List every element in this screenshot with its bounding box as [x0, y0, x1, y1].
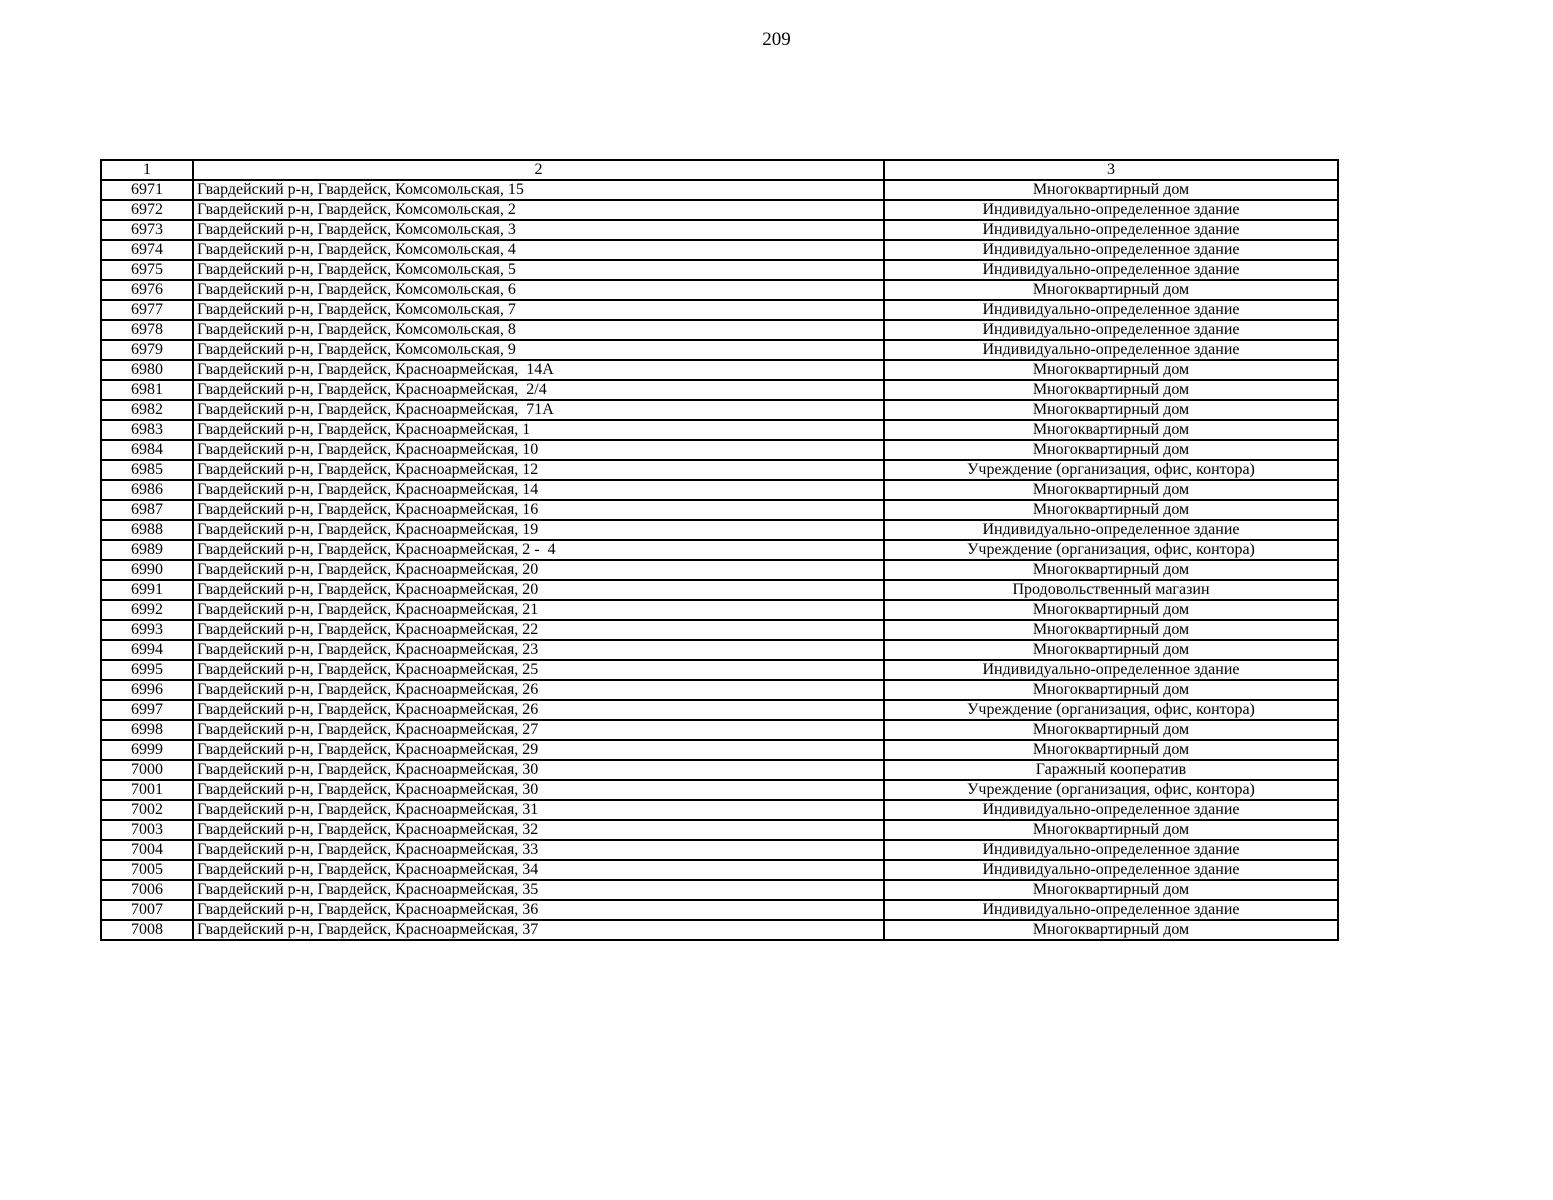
row-object-type: Индивидуально-определенное здание — [884, 900, 1338, 920]
table-row — [101, 360, 1338, 380]
table-row — [101, 580, 1338, 600]
row-number: 6990 — [101, 560, 193, 580]
row-address: Гвардейский р-н, Гвардейск, Красноармейская, 20 — [193, 580, 884, 600]
row-address: Гвардейский р-н, Гвардейск, Комсомольская, 4 — [193, 240, 884, 260]
row-object-type: Индивидуально-определенное здание — [884, 860, 1338, 880]
row-object-type: Учреждение (организация, офис, контора) — [884, 700, 1338, 720]
row-address: Гвардейский р-н, Гвардейск, Комсомольская, 9 — [193, 340, 884, 360]
row-number: 6989 — [101, 540, 193, 560]
row-number: 6995 — [101, 660, 193, 680]
table-row — [101, 900, 1338, 920]
table-row — [101, 460, 1338, 480]
row-object-type: Индивидуально-определенное здание — [884, 260, 1338, 280]
row-address: Гвардейский р-н, Гвардейск, Красноармейская, 10 — [193, 440, 884, 460]
row-number: 6975 — [101, 260, 193, 280]
row-number: 6984 — [101, 440, 193, 460]
row-object-type: Индивидуально-определенное здание — [884, 200, 1338, 220]
row-number: 6994 — [101, 640, 193, 660]
table-row — [101, 220, 1338, 240]
table-row — [101, 340, 1338, 360]
row-number: 7007 — [101, 900, 193, 920]
row-number: 6998 — [101, 720, 193, 740]
row-object-type: Многоквартирный дом — [884, 620, 1338, 640]
row-number: 6997 — [101, 700, 193, 720]
row-address: Гвардейский р-н, Гвардейск, Комсомольская, 2 — [193, 200, 884, 220]
row-object-type: Многоквартирный дом — [884, 920, 1338, 940]
row-object-type: Гаражный кооператив — [884, 760, 1338, 780]
table-row — [101, 720, 1338, 740]
row-object-type: Индивидуально-определенное здание — [884, 520, 1338, 540]
row-object-type: Индивидуально-определенное здание — [884, 840, 1338, 860]
table-row — [101, 740, 1338, 760]
row-object-type: Многоквартирный дом — [884, 280, 1338, 300]
row-object-type: Многоквартирный дом — [884, 680, 1338, 700]
row-address: Гвардейский р-н, Гвардейск, Комсомольская, 15 — [193, 180, 884, 200]
table-row — [101, 880, 1338, 900]
row-object-type: Многоквартирный дом — [884, 360, 1338, 380]
row-number: 6987 — [101, 500, 193, 520]
row-number: 6974 — [101, 240, 193, 260]
row-address: Гвардейский р-н, Гвардейск, Комсомольская, 3 — [193, 220, 884, 240]
table-row — [101, 400, 1338, 420]
row-address: Гвардейский р-н, Гвардейск, Красноармейская, 22 — [193, 620, 884, 640]
row-number: 6977 — [101, 300, 193, 320]
table-row — [101, 780, 1338, 800]
row-object-type: Многоквартирный дом — [884, 600, 1338, 620]
row-address: Гвардейский р-н, Гвардейск, Красноармейская, 1 — [193, 420, 884, 440]
table-row — [101, 800, 1338, 820]
table-row — [101, 180, 1338, 200]
row-number: 6976 — [101, 280, 193, 300]
row-object-type: Многоквартирный дом — [884, 880, 1338, 900]
row-object-type: Учреждение (организация, офис, контора) — [884, 540, 1338, 560]
row-number: 7008 — [101, 920, 193, 940]
row-object-type: Многоквартирный дом — [884, 400, 1338, 420]
column-header-number: 1 — [101, 160, 193, 180]
row-object-type: Многоквартирный дом — [884, 440, 1338, 460]
row-number: 6985 — [101, 460, 193, 480]
column-header-type: 3 — [884, 160, 1338, 180]
table-row — [101, 820, 1338, 840]
table-row — [101, 600, 1338, 620]
row-address: Гвардейский р-н, Гвардейск, Красноармейская, 31 — [193, 800, 884, 820]
table-header-row — [101, 160, 1338, 180]
row-number: 6999 — [101, 740, 193, 760]
row-address: Гвардейский р-н, Гвардейск, Красноармейская, 26 — [193, 700, 884, 720]
address-registry-table — [100, 159, 1339, 941]
table-row — [101, 380, 1338, 400]
row-object-type: Индивидуально-определенное здание — [884, 220, 1338, 240]
row-number: 6981 — [101, 380, 193, 400]
row-object-type: Индивидуально-определенное здание — [884, 660, 1338, 680]
table-body — [101, 180, 1338, 940]
row-number: 6978 — [101, 320, 193, 340]
row-address: Гвардейский р-н, Гвардейск, Красноармейская, 71А — [193, 400, 884, 420]
page-number: 209 — [762, 29, 791, 50]
row-address: Гвардейский р-н, Гвардейск, Красноармейская, 26 — [193, 680, 884, 700]
table-row — [101, 200, 1338, 220]
row-object-type: Продовольственный магазин — [884, 580, 1338, 600]
row-address: Гвардейский р-н, Гвардейск, Красноармейская, 21 — [193, 600, 884, 620]
row-address: Гвардейский р-н, Гвардейск, Красноармейская, 33 — [193, 840, 884, 860]
row-number: 7006 — [101, 880, 193, 900]
row-object-type: Индивидуально-определенное здание — [884, 800, 1338, 820]
row-object-type: Индивидуально-определенное здание — [884, 320, 1338, 340]
row-object-type: Многоквартирный дом — [884, 720, 1338, 740]
row-object-type: Многоквартирный дом — [884, 820, 1338, 840]
table-row — [101, 440, 1338, 460]
row-object-type: Многоквартирный дом — [884, 380, 1338, 400]
row-address: Гвардейский р-н, Гвардейск, Красноармейская, 19 — [193, 520, 884, 540]
row-address: Гвардейский р-н, Гвардейск, Комсомольская, 8 — [193, 320, 884, 340]
row-object-type: Многоквартирный дом — [884, 180, 1338, 200]
row-object-type: Многоквартирный дом — [884, 500, 1338, 520]
row-number: 7004 — [101, 840, 193, 860]
row-number: 6983 — [101, 420, 193, 440]
row-address: Гвардейский р-н, Гвардейск, Комсомольская, 6 — [193, 280, 884, 300]
table-row — [101, 540, 1338, 560]
row-address: Гвардейский р-н, Гвардейск, Красноармейская, 16 — [193, 500, 884, 520]
table-row — [101, 700, 1338, 720]
row-address: Гвардейский р-н, Гвардейск, Комсомольская, 5 — [193, 260, 884, 280]
table-row — [101, 420, 1338, 440]
row-number: 6988 — [101, 520, 193, 540]
row-number: 6973 — [101, 220, 193, 240]
column-header-address: 2 — [193, 160, 884, 180]
row-address: Гвардейский р-н, Гвардейск, Красноармейская, 30 — [193, 780, 884, 800]
row-object-type: Индивидуально-определенное здание — [884, 340, 1338, 360]
table-row — [101, 280, 1338, 300]
table-row — [101, 840, 1338, 860]
row-number: 6980 — [101, 360, 193, 380]
table-row — [101, 560, 1338, 580]
row-address: Гвардейский р-н, Гвардейск, Красноармейская, 34 — [193, 860, 884, 880]
row-object-type: Индивидуально-определенное здание — [884, 240, 1338, 260]
row-address: Гвардейский р-н, Гвардейск, Красноармейская, 32 — [193, 820, 884, 840]
row-object-type: Многоквартирный дом — [884, 480, 1338, 500]
row-number: 6993 — [101, 620, 193, 640]
row-address: Гвардейский р-н, Гвардейск, Красноармейская, 20 — [193, 560, 884, 580]
row-address: Гвардейский р-н, Гвардейск, Красноармейская, 30 — [193, 760, 884, 780]
row-object-type: Учреждение (организация, офис, контора) — [884, 780, 1338, 800]
row-object-type: Многоквартирный дом — [884, 560, 1338, 580]
row-object-type: Многоквартирный дом — [884, 640, 1338, 660]
table-row — [101, 640, 1338, 660]
row-address: Гвардейский р-н, Гвардейск, Красноармейская, 29 — [193, 740, 884, 760]
table-row — [101, 500, 1338, 520]
row-address: Гвардейский р-н, Гвардейск, Красноармейская, 23 — [193, 640, 884, 660]
row-address: Гвардейский р-н, Гвардейск, Красноармейская, 36 — [193, 900, 884, 920]
row-number: 6992 — [101, 600, 193, 620]
row-address: Гвардейский р-н, Гвардейск, Красноармейская, 25 — [193, 660, 884, 680]
table-row — [101, 300, 1338, 320]
table-row — [101, 260, 1338, 280]
row-number: 7000 — [101, 760, 193, 780]
row-address: Гвардейский р-н, Гвардейск, Красноармейская, 14А — [193, 360, 884, 380]
row-address: Гвардейский р-н, Гвардейск, Красноармейская, 12 — [193, 460, 884, 480]
row-object-type: Многоквартирный дом — [884, 740, 1338, 760]
row-number: 6972 — [101, 200, 193, 220]
row-number: 7003 — [101, 820, 193, 840]
row-address: Гвардейский р-н, Гвардейск, Красноармейская, 14 — [193, 480, 884, 500]
row-object-type: Индивидуально-определенное здание — [884, 300, 1338, 320]
table-row — [101, 520, 1338, 540]
row-number: 7005 — [101, 860, 193, 880]
row-number: 6991 — [101, 580, 193, 600]
row-number: 6979 — [101, 340, 193, 360]
row-address: Гвардейский р-н, Гвардейск, Красноармейская, 2/4 — [193, 380, 884, 400]
row-number: 7001 — [101, 780, 193, 800]
row-object-type: Учреждение (организация, офис, контора) — [884, 460, 1338, 480]
table-row — [101, 760, 1338, 780]
row-number: 6986 — [101, 480, 193, 500]
table-row — [101, 920, 1338, 940]
table-row — [101, 480, 1338, 500]
row-address: Гвардейский р-н, Гвардейск, Красноармейская, 35 — [193, 880, 884, 900]
table-row — [101, 320, 1338, 340]
row-address: Гвардейский р-н, Гвардейск, Комсомольская, 7 — [193, 300, 884, 320]
table-row — [101, 620, 1338, 640]
row-number: 6996 — [101, 680, 193, 700]
table-row — [101, 860, 1338, 880]
row-number: 6971 — [101, 180, 193, 200]
row-object-type: Многоквартирный дом — [884, 420, 1338, 440]
row-number: 7002 — [101, 800, 193, 820]
table-row — [101, 680, 1338, 700]
row-address: Гвардейский р-н, Гвардейск, Красноармейская, 37 — [193, 920, 884, 940]
row-address: Гвардейский р-н, Гвардейск, Красноармейская, 27 — [193, 720, 884, 740]
row-address: Гвардейский р-н, Гвардейск, Красноармейская, 2 - 4 — [193, 540, 884, 560]
row-number: 6982 — [101, 400, 193, 420]
table-row — [101, 660, 1338, 680]
table-row — [101, 240, 1338, 260]
